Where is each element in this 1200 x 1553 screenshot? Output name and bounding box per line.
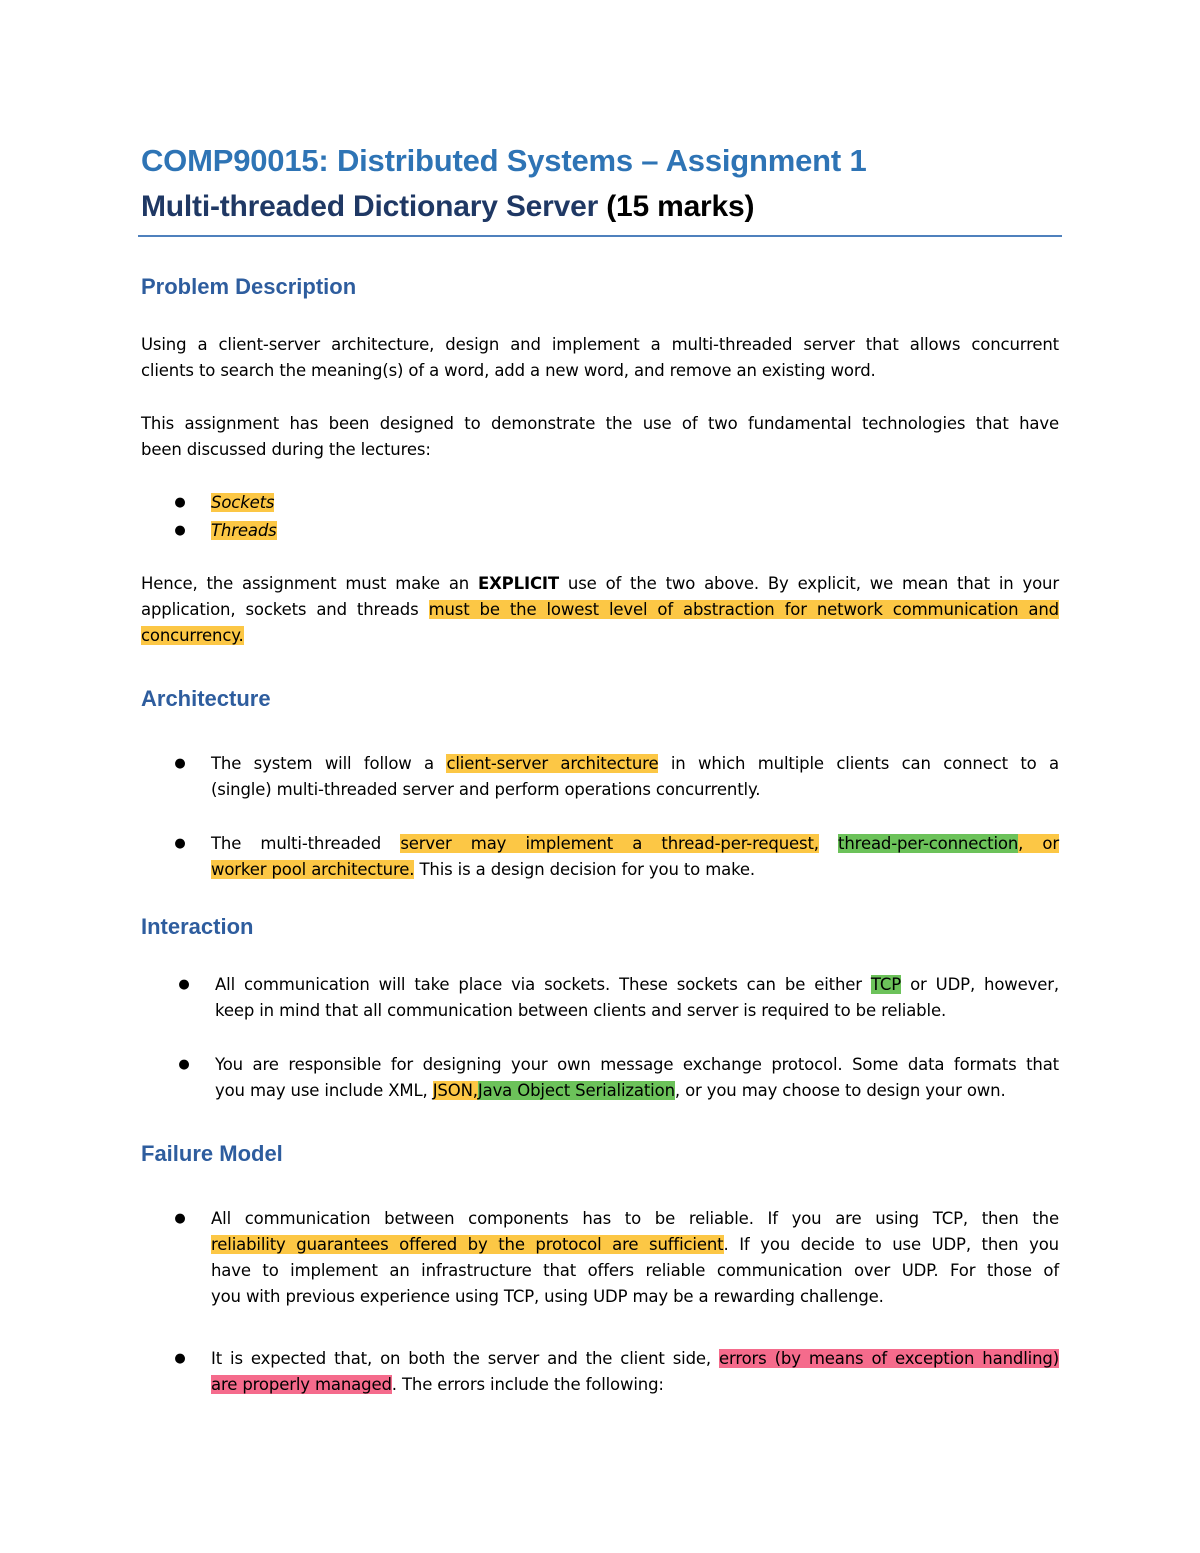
bullet-icon: ●	[174, 495, 186, 510]
text-run: application, sockets and threads	[141, 600, 419, 619]
subtitle-marks: (15 marks)	[606, 190, 755, 223]
bullet-icon: ●	[174, 756, 186, 771]
assignment-subtitle	[141, 190, 754, 224]
text-line: All communication between components has to be reliable. If you are using TCP, then the	[211, 1209, 1059, 1228]
text-line: Using a client-server architecture, design and implement a multi-threaded server that allows concurrent	[141, 335, 1059, 354]
text-run: , or you may choose to design your own.	[674, 1081, 1006, 1100]
highlighted-text-green: thread-per-connection	[838, 834, 1019, 853]
text-run: It is expected that, on both the server and the client side,	[211, 1349, 711, 1368]
highlighted-term: Sockets	[211, 493, 275, 512]
heading-interaction: Interaction	[141, 914, 254, 939]
list-item	[211, 1346, 1059, 1398]
text-line	[141, 571, 1059, 597]
heading-architecture: Architecture	[141, 686, 271, 711]
highlighted-text: server may implement a thread-per-request,	[400, 834, 819, 853]
text-run: This is a design decision for you to make.	[419, 860, 756, 879]
heading-failure-model: Failure Model	[141, 1141, 283, 1166]
highlighted-text-pink: errors (by means of exception handling)	[718, 1349, 1059, 1368]
highlighted-text: must be the lowest level of abstraction for network communication and	[428, 600, 1059, 619]
highlighted-text: , or	[1018, 834, 1059, 853]
highlighted-text-green: Java Object Serialization	[477, 1081, 675, 1100]
text-line	[215, 1078, 1059, 1104]
list-item	[215, 972, 1059, 1024]
text-line	[211, 857, 1059, 883]
text-line: This assignment has been designed to demonstrate the use of two fundamental technologies that have	[141, 414, 1059, 433]
text-run: The system will follow a	[211, 754, 435, 773]
text-run: The multi-threaded	[211, 834, 382, 853]
highlighted-text: client-server architecture	[446, 754, 659, 773]
text-run: Hence, the assignment must make an	[141, 574, 470, 593]
text-run: . The errors include the following:	[391, 1375, 664, 1394]
text-line: clients to search the meaning(s) of a word, add a new word, and remove an existing word.	[141, 361, 876, 380]
text-line: You are responsible for designing your own message exchange protocol. Some data formats that	[215, 1055, 1059, 1074]
bullet-icon: ●	[178, 1057, 190, 1072]
highlighted-text: concurrency.	[141, 626, 244, 645]
highlighted-text-pink: are properly managed	[211, 1375, 392, 1394]
problem-paragraph-1	[141, 332, 1059, 384]
assignment-title: COMP90015: Distributed Systems – Assignment 1	[141, 143, 867, 178]
text-run: use of the two above. By explicit, we mean that in your	[567, 574, 1059, 593]
list-item	[211, 751, 1059, 803]
text-line	[211, 1346, 1059, 1372]
text-line	[141, 623, 1059, 649]
subtitle-main: Multi-threaded Dictionary Server	[141, 190, 599, 223]
bullet-icon: ●	[174, 1351, 186, 1366]
problem-paragraph-3	[141, 571, 1059, 649]
title-divider	[138, 235, 1062, 237]
text-line	[211, 831, 1059, 857]
text-line: have to implement an infrastructure that offers reliable communication over UDP. For those of	[211, 1261, 1059, 1280]
text-run: or UDP, however,	[910, 975, 1059, 994]
highlighted-text: JSON,	[432, 1081, 478, 1100]
bullet-icon: ●	[174, 836, 186, 851]
text-line: you with previous experience using TCP, using UDP may be a rewarding challenge.	[211, 1287, 884, 1306]
text-line	[215, 972, 1059, 998]
bullet-icon: ●	[174, 1211, 186, 1226]
text-run: All communication will take place via sockets. These sockets can be either	[215, 975, 862, 994]
highlighted-term: Threads	[211, 521, 277, 540]
emphasis-text: EXPLICIT	[477, 574, 560, 593]
highlighted-text: worker pool architecture.	[211, 860, 415, 879]
list-item	[211, 1206, 1059, 1310]
text-run: . If you decide to use UDP, then you	[723, 1235, 1059, 1254]
text-line	[211, 1232, 1059, 1258]
text-line	[211, 751, 1059, 777]
bullet-icon: ●	[174, 523, 186, 538]
highlighted-text: reliability guarantees offered by the protocol are sufficient	[211, 1235, 724, 1254]
text-run: in which multiple clients can connect to a	[670, 754, 1059, 773]
heading-problem-description: Problem Description	[141, 274, 357, 299]
text-run: you may use include XML,	[215, 1081, 428, 1100]
text-line: been discussed during the lectures:	[141, 440, 431, 459]
bullet-icon: ●	[178, 977, 190, 992]
text-line	[141, 597, 1059, 623]
list-item	[211, 490, 274, 516]
list-item	[211, 518, 277, 544]
list-item	[211, 831, 1059, 883]
text-line	[211, 1372, 1059, 1398]
text-line: keep in mind that all communication between clients and server is required to be reliable.	[215, 1001, 947, 1020]
problem-paragraph-2	[141, 411, 1059, 463]
highlighted-text-green: TCP	[870, 975, 902, 994]
text-line: (single) multi-threaded server and perform operations concurrently.	[211, 780, 761, 799]
list-item	[215, 1052, 1059, 1104]
